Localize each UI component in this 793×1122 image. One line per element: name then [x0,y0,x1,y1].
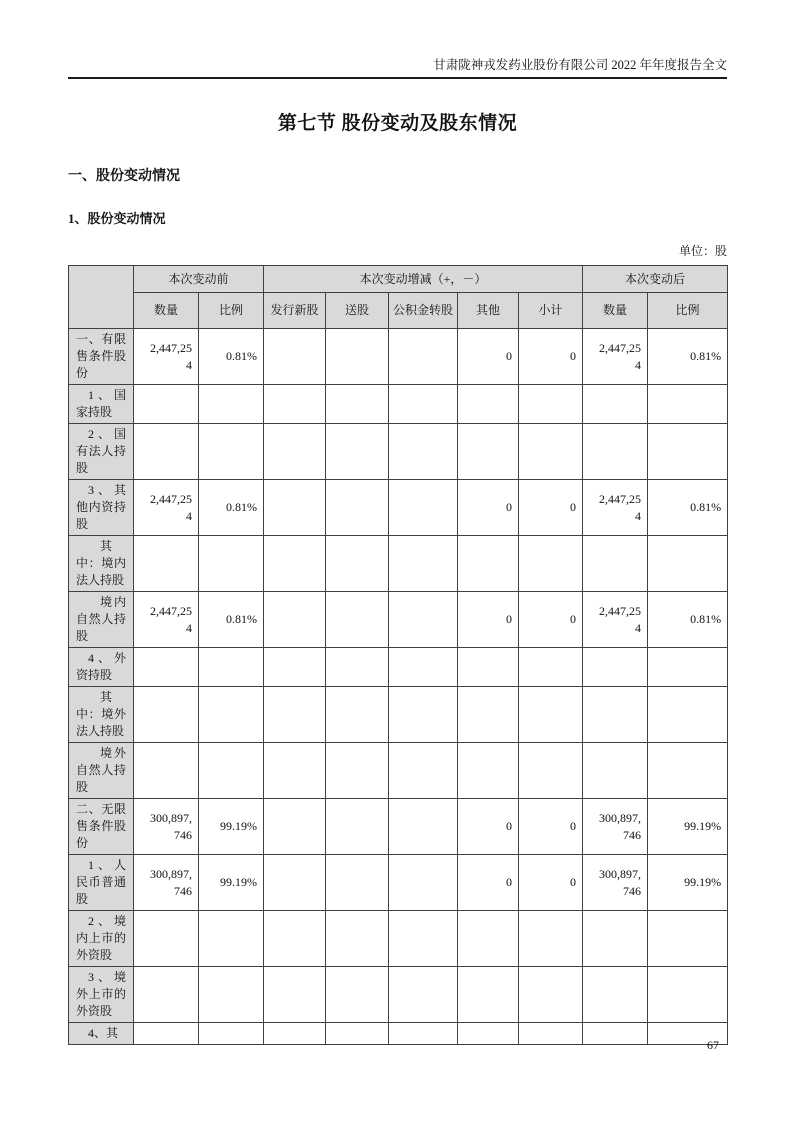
cell [648,687,728,743]
cell [389,385,458,424]
cell [519,687,583,743]
cell: 99.19% [648,855,728,911]
cell [583,967,648,1023]
cell [326,385,389,424]
table-row [69,743,728,799]
column-group-change: 本次变动增减（+，－） [264,266,583,293]
cell [264,536,326,592]
row-label: 境外自然人持股 [69,743,134,799]
unit-label: 单位：股 [678,244,727,258]
cell [326,687,389,743]
cell [326,911,389,967]
cell [134,743,199,799]
cell [199,1023,264,1045]
cell [519,911,583,967]
cell [648,911,728,967]
cell [134,385,199,424]
cell [264,480,326,536]
cell [199,687,264,743]
row-label: 一、有限售条件股份 [69,329,134,385]
cell [389,911,458,967]
cell: 300,897,746 [583,799,648,855]
cell [134,1023,199,1045]
cell [264,799,326,855]
table-row [69,329,728,385]
document-header [68,0,727,79]
cell [648,385,728,424]
cell [134,536,199,592]
column-header-subtotal: 小计 [519,293,583,329]
cell [326,592,389,648]
cell [326,855,389,911]
cell [134,648,199,687]
page-title: 第七节 股份变动及股东情况 [277,113,518,134]
cell [648,424,728,480]
cell [648,743,728,799]
cell: 0.81% [648,480,728,536]
cell: 2,447,254 [134,329,199,385]
cell [389,592,458,648]
column-header-quantity-after: 数量 [583,293,648,329]
cell [389,536,458,592]
table-row [69,967,728,1023]
cell [583,743,648,799]
cell [264,385,326,424]
cell [134,687,199,743]
cell: 300,897,746 [134,855,199,911]
table-corner-cell [69,266,134,329]
column-header-ratio-after: 比例 [648,293,728,329]
cell [199,911,264,967]
cell [389,967,458,1023]
row-label: 3、其他内资持股 [69,480,134,536]
cell [264,687,326,743]
cell [583,687,648,743]
cell [264,967,326,1023]
cell: 99.19% [199,855,264,911]
cell [389,648,458,687]
cell [583,648,648,687]
cell: 2,447,254 [583,329,648,385]
cell: 0 [458,592,519,648]
cell [264,329,326,385]
row-label: 3、境外上市的外资股 [69,967,134,1023]
cell [199,967,264,1023]
cell [458,1023,519,1045]
cell [519,648,583,687]
row-label: 二、无限售条件股份 [69,799,134,855]
cell [326,799,389,855]
cell: 0 [519,329,583,385]
column-group-after: 本次变动后 [583,266,728,293]
cell [134,424,199,480]
subsection-heading: 1、股份变动情况 [68,211,166,226]
cell: 0 [519,855,583,911]
cell: 0 [458,799,519,855]
cell [519,967,583,1023]
cell [583,1023,648,1045]
row-label: 4、其 [69,1023,134,1045]
cell [326,536,389,592]
table-row [69,855,728,911]
cell [264,424,326,480]
row-label: 4、外资持股 [69,648,134,687]
table-group-header-row [69,266,728,293]
cell [389,687,458,743]
cell: 0 [519,799,583,855]
share-change-table [68,265,728,1045]
row-label: 2、境内上市的外资股 [69,911,134,967]
cell [389,1023,458,1045]
table-row [69,424,728,480]
column-header-bonus-shares: 送股 [326,293,389,329]
row-label: 1、国家持股 [69,385,134,424]
table-row [69,385,728,424]
column-header-quantity-before: 数量 [134,293,199,329]
cell [389,424,458,480]
cell: 2,447,254 [583,480,648,536]
cell: 99.19% [199,799,264,855]
cell [583,536,648,592]
section-heading: 一、股份变动情况 [68,169,180,184]
column-header-other: 其他 [458,293,519,329]
cell: 0.81% [648,592,728,648]
cell [199,385,264,424]
table-row [69,687,728,743]
cell: 2,447,254 [134,592,199,648]
table-row [69,1023,728,1045]
cell: 0 [458,855,519,911]
cell: 99.19% [648,799,728,855]
table-row [69,648,728,687]
cell [648,648,728,687]
cell [264,1023,326,1045]
cell [326,967,389,1023]
cell: 300,897,746 [583,855,648,911]
cell [199,536,264,592]
cell [389,799,458,855]
cell: 0.81% [199,480,264,536]
cell: 2,447,254 [583,592,648,648]
cell [326,648,389,687]
cell [264,592,326,648]
cell [389,480,458,536]
cell [519,743,583,799]
cell [458,687,519,743]
cell [199,648,264,687]
cell: 0.81% [199,329,264,385]
cell [264,855,326,911]
cell [264,743,326,799]
row-label: 境内自然人持股 [69,592,134,648]
cell [326,743,389,799]
cell [458,967,519,1023]
cell [583,911,648,967]
cell: 0 [519,480,583,536]
row-label: 2、国有法人持股 [69,424,134,480]
table-row [69,480,728,536]
cell [519,424,583,480]
row-label: 1、人民币普通股 [69,855,134,911]
cell: 0 [458,329,519,385]
cell [264,648,326,687]
column-header-reserve-conversion: 公积金转股 [389,293,458,329]
cell [326,424,389,480]
cell [519,1023,583,1045]
cell [648,536,728,592]
cell [458,385,519,424]
cell [326,480,389,536]
cell [583,385,648,424]
cell [326,1023,389,1045]
cell [458,536,519,592]
row-label: 其中：境内法人持股 [69,536,134,592]
cell [389,743,458,799]
cell [583,424,648,480]
cell [199,743,264,799]
column-header-new-issue: 发行新股 [264,293,326,329]
page-number: 67 [707,1038,719,1052]
cell [264,911,326,967]
cell: 0.81% [648,329,728,385]
cell: 0 [458,480,519,536]
cell [134,967,199,1023]
cell: 2,447,254 [134,480,199,536]
table-row [69,536,728,592]
cell [389,329,458,385]
cell [389,855,458,911]
cell: 0 [519,592,583,648]
cell [458,911,519,967]
cell [458,743,519,799]
column-group-before: 本次变动前 [134,266,264,293]
cell [519,536,583,592]
document-header-text: 甘肃陇神戎发药业股份有限公司 2022 年年度报告全文 [433,58,727,72]
table-row [69,799,728,855]
table-row [69,592,728,648]
cell [519,385,583,424]
column-header-ratio-before: 比例 [199,293,264,329]
cell [648,967,728,1023]
cell [458,648,519,687]
cell [326,329,389,385]
cell [199,424,264,480]
table-row [69,911,728,967]
cell: 0.81% [199,592,264,648]
row-label: 其中：境外法人持股 [69,687,134,743]
cell [134,911,199,967]
cell [458,424,519,480]
cell: 300,897,746 [134,799,199,855]
table-column-header-row [69,293,728,329]
